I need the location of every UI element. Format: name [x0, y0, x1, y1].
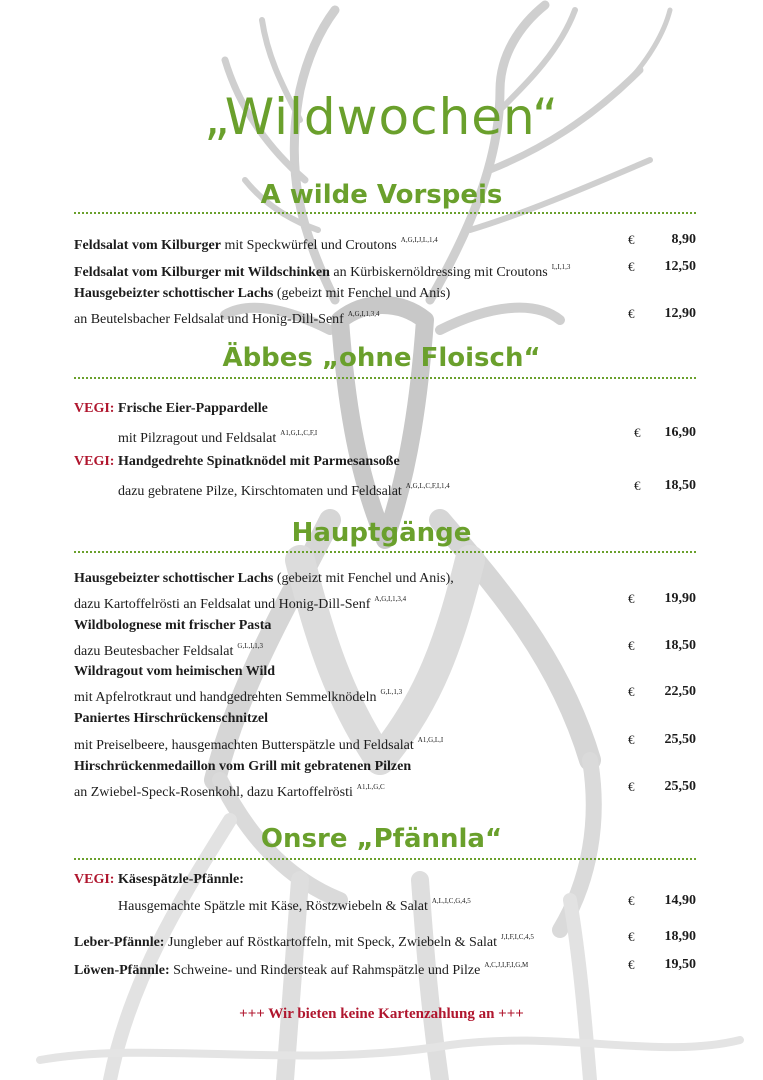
section-title-pfannla: Onsre „Pfännla“ [260, 824, 503, 854]
item-name: Hausgebeizter schottischer Lachs [74, 571, 274, 586]
allergen-codes: A1,G,L,I [417, 736, 444, 744]
vegi-tag: VEGI: [74, 401, 115, 416]
menu-item [74, 569, 696, 589]
allergen-codes: A,G,I,1,3,4 [374, 595, 407, 603]
item-name: Paniertes Hirschrückenschnitzel [74, 711, 269, 726]
menu-item [74, 284, 696, 304]
item-detail: an Beutelsbacher Feldsalat und Honig-Dill-Senf [74, 312, 344, 327]
allergen-codes: A,G,I,J,L,1,4 [400, 236, 438, 244]
item-price: 22,50 [664, 684, 696, 699]
item-name: Frische Eier-Pappardelle [114, 401, 268, 416]
menu-item-line2 [74, 423, 696, 446]
allergen-codes: I,,I,1,3 [551, 263, 571, 271]
menu-item [74, 927, 696, 950]
menu-item [74, 870, 696, 890]
payment-notice: +++ Wir bieten keine Kartenzahlung an +++ [239, 1006, 524, 1022]
item-detail: Hausgemachte Spätzle mit Käse, Röstzwiebeln & Salat [118, 899, 428, 914]
item-name: Wildragout vom heimischen Wild [74, 664, 276, 679]
allergen-codes: A,C,J,I,F,I,G,M [484, 961, 529, 969]
item-price: 19,50 [664, 957, 696, 972]
item-description: mit Speckwürfel und Croutons [221, 238, 397, 253]
currency-symbol: € [628, 929, 635, 944]
menu-item [74, 662, 696, 682]
item-price: 18,50 [664, 478, 696, 493]
menu-item-line2 [74, 682, 696, 705]
currency-symbol: € [628, 306, 635, 321]
currency-symbol: € [634, 425, 641, 440]
vegi-tag: VEGI: [74, 872, 115, 887]
menu-item-line2 [74, 636, 696, 659]
section-divider [74, 858, 696, 860]
menu-item [74, 616, 696, 636]
item-name: Leber-Pfännle: [74, 935, 165, 950]
item-name: Hirschrückenmedaillon vom Grill mit gebratenen Pilzen [74, 759, 412, 774]
section-title-haupt: Hauptgänge [291, 518, 472, 548]
allergen-codes: J,I,F,I,C,4,5 [501, 933, 534, 941]
item-price: 8,90 [671, 232, 696, 247]
menu-item [74, 955, 696, 978]
allergen-codes: A,G,I,1,3,4 [347, 310, 380, 318]
allergen-codes: A,L,I,C,G,4,5 [431, 897, 471, 905]
currency-symbol: € [628, 957, 635, 972]
item-detail: dazu Beutesbacher Feldsalat [74, 644, 234, 659]
currency-symbol: € [628, 732, 635, 747]
item-price: 18,50 [664, 638, 696, 653]
item-price: 19,90 [664, 591, 696, 606]
menu-item [74, 230, 696, 253]
section-title-vegi: Äbbes „ohne Floisch“ [222, 343, 541, 373]
item-detail: mit Apfelrotkraut und handgedrehten Semmelknödeln [74, 690, 377, 705]
item-detail: mit Pilzragout und Feldsalat [118, 431, 277, 446]
vegi-tag: VEGI: [74, 454, 115, 469]
item-description: Schweine- und Rindersteak auf Rahmspätzle und Pilze [169, 963, 481, 978]
item-price: 12,50 [664, 259, 696, 274]
item-name: Löwen-Pfännle: [74, 963, 170, 978]
allergen-codes: G,L,I,1,3 [237, 642, 264, 650]
section-title-vorspeis: A wilde Vorspeis [260, 180, 503, 210]
item-price: 25,50 [664, 779, 696, 794]
item-description: (gebeizt mit Fenchel und Anis) [273, 286, 451, 301]
item-name: Hausgebeizter schottischer Lachs [74, 286, 274, 301]
currency-symbol: € [628, 638, 635, 653]
section-divider [74, 377, 696, 379]
item-detail: dazu gebratene Pilze, Kirschtomaten und Feldsalat [118, 484, 402, 499]
allergen-codes: A1,L,G,C [356, 783, 385, 791]
item-detail: an Zwiebel-Speck-Rosenkohl, dazu Kartoffelrösti [74, 785, 353, 800]
item-description: (gebeizt mit Fenchel und Anis), [273, 571, 454, 586]
menu-item-line2 [74, 304, 696, 327]
menu-item [74, 709, 696, 729]
currency-symbol: € [628, 259, 635, 274]
menu-item-line2 [74, 891, 696, 914]
currency-symbol: € [628, 779, 635, 794]
item-detail: dazu Kartoffelrösti an Feldsalat und Honig-Dill-Senf [74, 597, 371, 612]
item-description: an Kürbiskernöldressing mit Croutons [329, 265, 548, 280]
item-price: 16,90 [664, 425, 696, 440]
menu-item [74, 452, 696, 472]
menu-item-line2 [74, 589, 696, 612]
item-price: 14,90 [664, 893, 696, 908]
currency-symbol: € [628, 684, 635, 699]
item-name: Handgedrehte Spinatknödel mit Parmesansoße [114, 454, 400, 469]
item-description: Jungleber auf Röstkartoffeln, mit Speck, Zwiebeln & Salat [164, 935, 498, 950]
item-price: 12,90 [664, 306, 696, 321]
menu-item-line2 [74, 777, 696, 800]
allergen-codes: A,G,L,C,F,I,1,4 [405, 482, 450, 490]
currency-symbol: € [628, 893, 635, 908]
item-price: 18,90 [664, 929, 696, 944]
allergen-codes: A1,G,L,C,F,I [280, 429, 318, 437]
currency-symbol: € [634, 478, 641, 493]
item-name: Käsespätzle-Pfännle: [114, 872, 244, 887]
section-divider [74, 551, 696, 553]
item-name: Feldsalat vom Kilburger mit Wildschinken [74, 265, 330, 280]
allergen-codes: G,L,1,3 [380, 688, 403, 696]
menu-item [74, 257, 696, 280]
item-price: 25,50 [664, 732, 696, 747]
item-name: Wildbolognese mit frischer Pasta [74, 618, 272, 633]
item-detail: mit Preiselbeere, hausgemachten Butterspätzle und Feldsalat [74, 738, 414, 753]
currency-symbol: € [628, 591, 635, 606]
section-divider [74, 212, 696, 214]
menu-title: „Wildwochen“ [204, 88, 559, 146]
item-name: Feldsalat vom Kilburger [74, 238, 221, 253]
currency-symbol: € [628, 232, 635, 247]
menu-item-line2 [74, 730, 696, 753]
menu-item [74, 399, 696, 419]
menu-item [74, 757, 696, 777]
menu-item-line2 [74, 476, 696, 499]
